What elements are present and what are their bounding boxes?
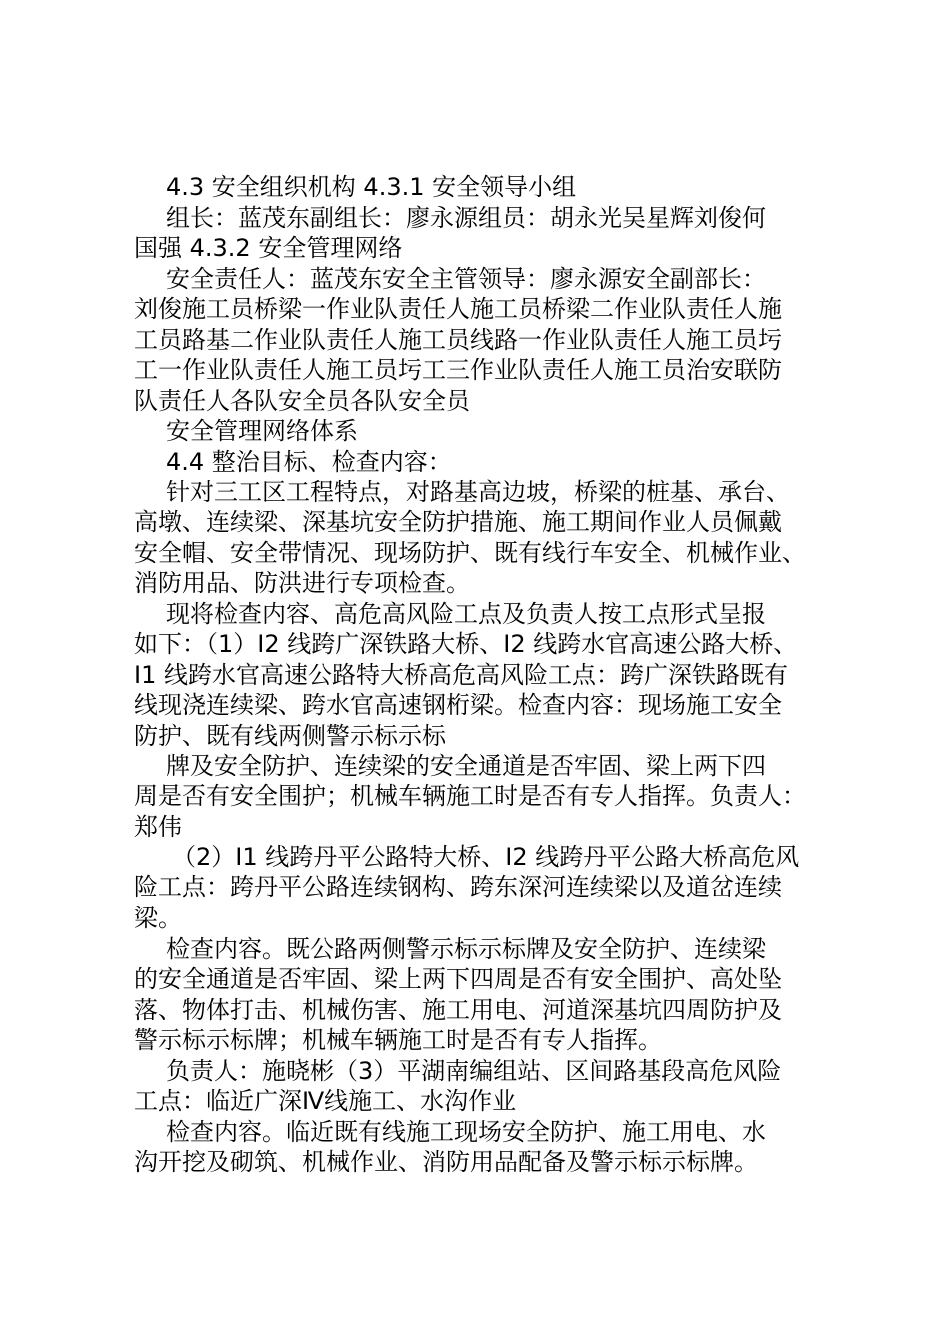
safety-management-network: 安全责任人：蓝茂东安全主管领导：廖永源安全副部长： 刘俊施工员桥梁一作业队责任人施工员桥梁二作业队责任人施 工员路基二作业队责任人施工员线路一作业队责任人施工员圬 工一作业队责任人施工员圬工三作业队责任人施工员治安联防 队责任人各队安全员各队安全员 — [134, 265, 782, 415]
high-risk-site-1-paragraph: 现将检查内容、高危高风险工点及负责人按工点形式呈报 如下：（1）I2 线跨广深铁路大桥、I2 线跨水官高速公路大桥、 I1 线跨水官高速公路特大桥高危高风险工点：跨广深铁路既有 线现浇连续梁、跨水官高速钢桁梁。检查内容：现场施工安全 防护、既有线两侧警示标示标 — [134, 600, 798, 750]
section-heading-4-3: 4.3 安全组织机构 4.3.1 安全领导小组 — [166, 173, 577, 201]
high-risk-site-3-paragraph: 负责人：施晓彬（3）平湖南编组站、区间路基段高危风险 工点：临近广深Ⅳ线施工、水沟作业 — [134, 1057, 782, 1116]
safety-leadership-members: 组长：蓝茂东副组长：廖永源组员：胡永光吴星辉刘俊何 国强 4.3.2 安全管理网络 — [134, 204, 766, 263]
section-heading-4-4: 4.4 整治目标、检查内容： — [166, 448, 452, 476]
site-2-inspection-content: 检查内容。既公路两侧警示标示标牌及安全防护、连续梁 的安全通道是否牢固、梁上两下四周是否有安全围护、高处坠 落、物体打击、机械伤害、施工用电、河道深基坑四周防护及 警示标示标牌；机械车辆施工时是否有专人指挥。 — [134, 935, 782, 1055]
high-risk-site-2-paragraph: （2）I1 线跨丹平公路特大桥、I2 线跨丹平公路大桥高危风 险工点：跨丹平公路连续钢构、跨东深河连续梁以及道岔连续 梁。 — [134, 843, 800, 932]
high-risk-site-1-continued: 牌及安全防护、连续梁的安全通道是否牢固、梁上两下四 周是否有安全围护；机械车辆施工时是否有专人指挥。负责人： 郑伟 — [134, 752, 806, 841]
inspection-targets-paragraph: 针对三工区工程特点，对路基高边坡，桥梁的桩基、承台、 高墩、连续梁、深基坑安全防护措施、施工期间作业人员佩戴 安全帽、安全带情况、现场防护、既有线行车安全、机械作业、 消防用品、防洪进行专项检查。 — [134, 478, 806, 598]
site-3-inspection-content: 检查内容。临近既有线施工现场安全防护、施工用电、水 沟开挖及砌筑、机械作业、消防用品配备及警示标示标牌。 — [134, 1118, 766, 1177]
network-system-caption: 安全管理网络体系 — [166, 417, 358, 445]
